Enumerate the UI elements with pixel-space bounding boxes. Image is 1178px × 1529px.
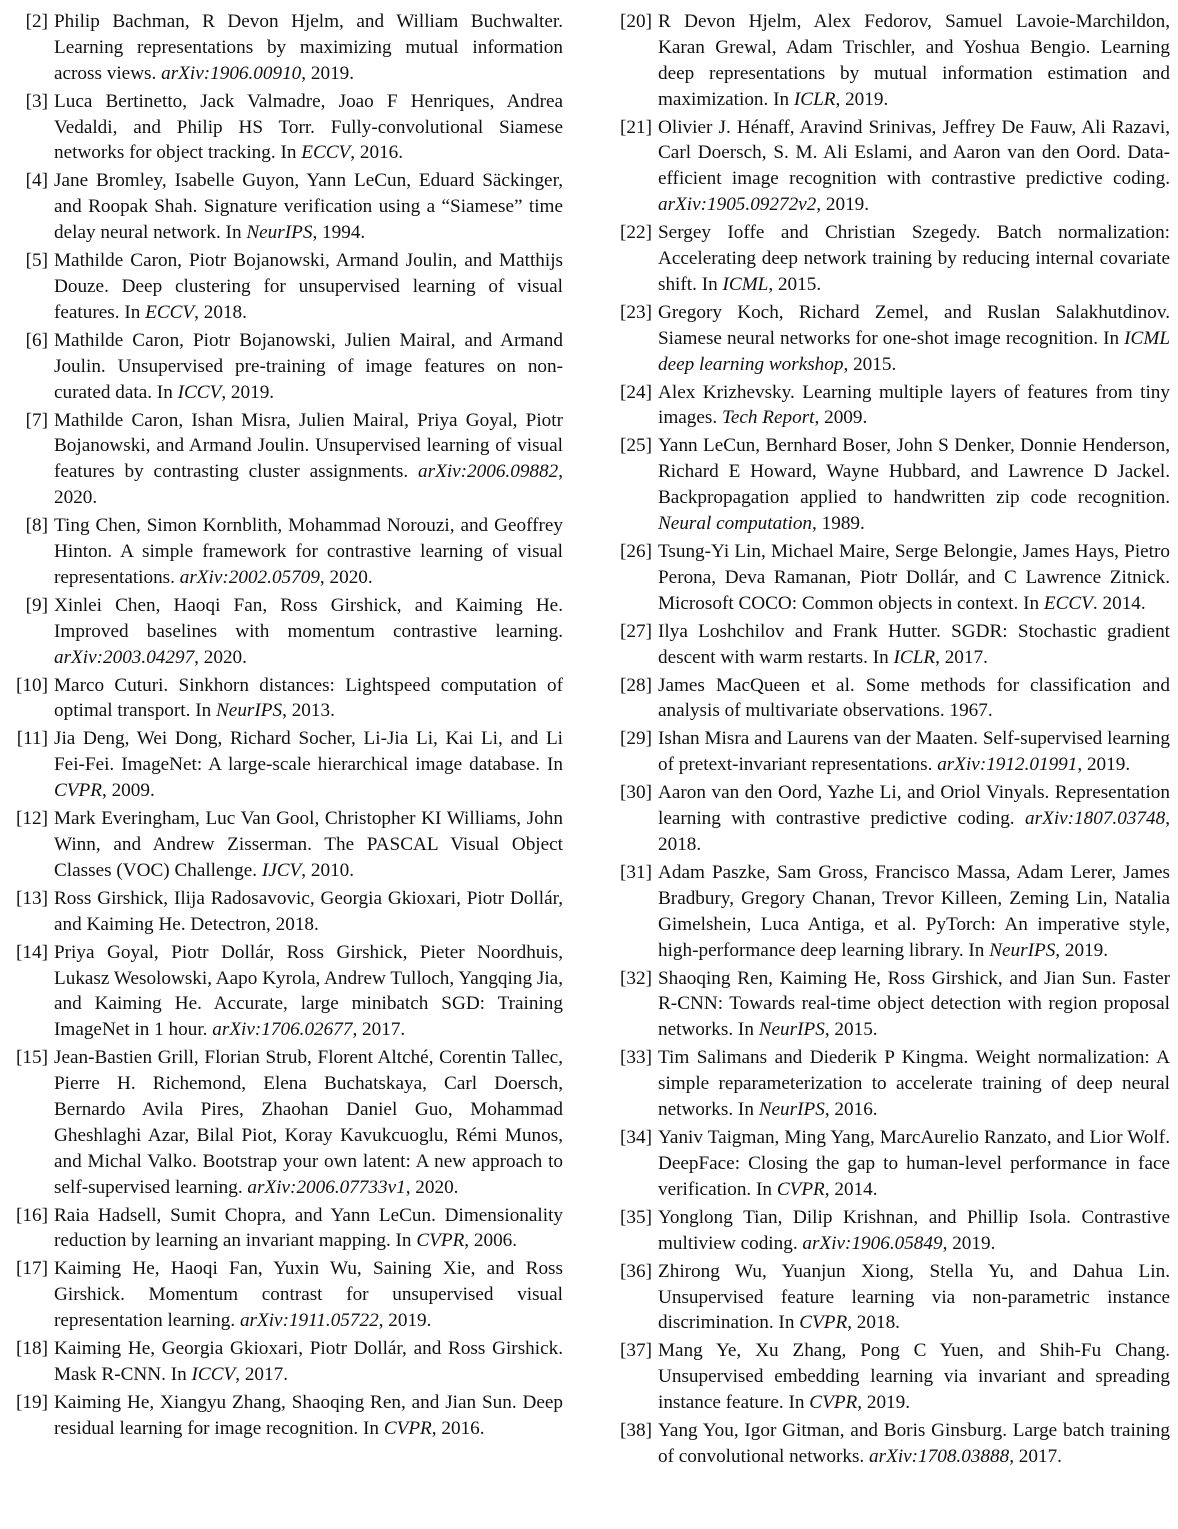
reference-segment: Ishan Misra and Laurens van der Maaten. Self-supervised learning of pretext-invariant representations.: [658, 728, 1170, 776]
reference-segment: Alex Krizhevsky. Learning multiple layers of features from tiny images.: [658, 381, 1170, 429]
reference-text: [658, 780, 1170, 858]
reference-segment: , 2020.: [319, 566, 373, 588]
reference-segment: , 2019.: [301, 62, 355, 84]
reference-number: [25]: [620, 435, 652, 457]
reference-text: [658, 220, 1170, 298]
reference-text: [658, 673, 1170, 725]
reference-number: [14]: [16, 941, 48, 963]
reference-entry: [612, 115, 1170, 218]
reference-entry: [8, 513, 563, 591]
reference-venue: arXiv:2006.09882: [418, 461, 559, 483]
reference-venue: arXiv:2002.05709: [179, 566, 320, 588]
reference-number: [9]: [25, 594, 48, 616]
reference-segment: Luca Bertinetto, Jack Valmadre, Joao F Henriques, Andrea Vedaldi, and Philip HS Torr. Fully-convolutional Siamese networks for object tracking. In: [54, 90, 563, 164]
reference-text: [54, 1256, 563, 1334]
reference-text: [54, 328, 563, 406]
reference-venue: NeurIPS: [989, 939, 1056, 961]
reference-segment: Ting Chen, Simon Kornblith, Mohammad Norouzi, and Geoffrey Hinton. A simple framework for contrastive learning of visual representations.: [54, 515, 563, 588]
reference-segment: , 2020.: [54, 461, 563, 509]
reference-segment: , 2018.: [847, 1312, 900, 1334]
reference-text: [658, 1338, 1170, 1416]
reference-segment: , 2009.: [101, 780, 155, 802]
reference-text: [658, 9, 1170, 112]
reference-segment: Ilya Loshchilov and Frank Hutter. SGDR: Stochastic gradient descent with warm restarts. In: [658, 620, 1170, 668]
reference-entry: [8, 726, 563, 804]
reference-number: [8]: [25, 515, 48, 537]
reference-segment: Kaiming He, Haoqi Fan, Yuxin Wu, Saining Xie, and Ross Girshick. Momentum contrast for unsupervised visual representation learning.: [54, 1258, 563, 1332]
reference-venue: NeurIPS: [758, 1099, 825, 1121]
reference-venue: arXiv:1911.05722: [239, 1310, 379, 1332]
reference-text: [658, 1125, 1170, 1203]
reference-number: [20]: [620, 11, 652, 32]
reference-number: [28]: [620, 674, 652, 696]
reference-text: [658, 115, 1170, 218]
reference-venue: ECCV: [301, 142, 351, 164]
reference-segment: Mathilde Caron, Piotr Bojanowski, Julien Mairal, and Armand Joulin. Unsupervised pre-training of image features on non-curated data. In: [54, 329, 563, 403]
reference-entry: [8, 1203, 563, 1255]
reference-entry: [8, 1045, 563, 1200]
reference-venue: arXiv:2003.04297: [54, 646, 195, 668]
reference-segment: , 1989.: [812, 512, 865, 534]
reference-segment: Mark Everingham, Luc Van Gool, Christopher KI Williams, John Winn, and Andrew Zisserman. The PASCAL Visual Object Classes (VOC) Challenge.: [54, 808, 563, 881]
reference-venue: arXiv:1807.03748: [1025, 808, 1166, 830]
reference-segment: Kaiming He, Xiangyu Zhang, Shaoqing Ren, and Jian Sun. Deep residual learning for image recognition. In: [54, 1392, 563, 1439]
reference-segment: Tim Salimans and Diederik P Kingma. Weight normalization: A simple reparameterization to accelerate training of deep neural networks. In: [658, 1047, 1170, 1121]
reference-segment: , 2019.: [942, 1232, 996, 1254]
reference-number: [3]: [25, 90, 48, 112]
reference-venue: CVPR: [54, 780, 102, 802]
reference-segment: , 2017.: [235, 1364, 288, 1386]
reference-segment: , 2015.: [824, 1019, 878, 1041]
reference-venue: NeurIPS: [246, 222, 313, 244]
reference-text: [54, 1390, 563, 1442]
reference-venue: ICLR: [793, 88, 836, 110]
reference-venue: arXiv:1906.00910: [161, 62, 302, 84]
reference-text: [658, 1418, 1170, 1470]
reference-entry: [8, 248, 563, 326]
reference-venue: arXiv:1708.03888: [869, 1445, 1010, 1467]
reference-segment: Yann LeCun, Bernhard Boser, John S Denker, Donnie Henderson, Richard E Howard, Wayne Hubbard, and Lawrence D Jackel. Backpropagation applied to handwritten zip code recognition.: [658, 435, 1170, 509]
reference-segment: Mang Ye, Xu Zhang, Pong C Yuen, and Shih-Fu Chang. Unsupervised embedding learning via invariant and spreading instance feature. In: [658, 1340, 1170, 1414]
reference-text: [658, 433, 1170, 536]
reference-venue: CVPR: [383, 1417, 432, 1439]
reference-segment: , 2019.: [1055, 939, 1109, 961]
reference-entry: [612, 1338, 1170, 1416]
reference-number: [33]: [620, 1047, 652, 1069]
reference-entry: [612, 380, 1170, 432]
reference-segment: Mathilde Caron, Ishan Misra, Julien Mairal, Priya Goyal, Piotr Bojanowski, and Armand Joulin. Unsupervised learning of visual features by contrasting cluster assignments.: [54, 409, 563, 483]
reference-venue: ICML deep learning workshop: [658, 327, 1170, 375]
reference-venue: arXiv:1706.02677: [212, 1019, 353, 1041]
reference-entry: [612, 220, 1170, 298]
reference-segment: , 2020.: [405, 1176, 459, 1198]
reference-venue: CVPR: [799, 1312, 848, 1334]
reference-entry: [8, 1390, 563, 1442]
reference-entry: [612, 860, 1170, 963]
reference-entry: [612, 1259, 1170, 1337]
reference-segment: , 2013.: [282, 700, 335, 722]
reference-segment: , 2009.: [814, 407, 868, 429]
reference-number: [13]: [16, 887, 48, 909]
reference-number: [15]: [16, 1047, 48, 1069]
reference-text: [658, 300, 1170, 378]
reference-venue: Neural computation: [658, 512, 813, 534]
reference-venue: ICML: [722, 273, 769, 295]
reference-text: [658, 726, 1170, 778]
reference-segment: Jia Deng, Wei Dong, Richard Socher, Li-Jia Li, Kai Li, and Li Fei-Fei. ImageNet: A large-scale hierarchical image database. In: [54, 728, 563, 776]
reference-segment: Yonglong Tian, Dilip Krishnan, and Phillip Isola. Contrastive multiview coding.: [658, 1206, 1170, 1254]
reference-venue: arXiv:1905.09272v2: [658, 194, 817, 216]
reference-number: [30]: [620, 782, 652, 804]
reference-number: [5]: [25, 250, 48, 272]
reference-entry: [612, 619, 1170, 671]
reference-segment: Gregory Koch, Richard Zemel, and Ruslan Salakhutdinov. Siamese neural networks for one-shot image recognition. In: [658, 301, 1170, 349]
reference-text: [658, 1045, 1170, 1123]
reference-number: [4]: [25, 170, 48, 192]
reference-entry: [8, 886, 563, 938]
reference-entry: [612, 780, 1170, 858]
reference-text: [54, 168, 563, 246]
reference-segment: , 2019.: [816, 194, 870, 216]
reference-text: [54, 726, 563, 804]
reference-segment: Mathilde Caron, Piotr Bojanowski, Armand Joulin, and Matthijs Douze. Deep clustering for unsupervised learning of visual features. In: [54, 250, 563, 323]
reference-text: [658, 380, 1170, 432]
reference-entry: [8, 673, 563, 725]
reference-segment: Aaron van den Oord, Yazhe Li, and Oriol Vinyals. Representation learning with contrastive predictive coding.: [658, 782, 1170, 830]
reference-segment: Zhirong Wu, Yuanjun Xiong, Stella Yu, and Dahua Lin. Unsupervised feature learning via non-parametric instance discrimination. In: [658, 1260, 1170, 1334]
reference-entry: [8, 328, 563, 406]
reference-segment: , 2017.: [935, 646, 988, 668]
reference-segment: , 2019.: [1077, 754, 1131, 776]
reference-segment: , 2019.: [221, 381, 275, 403]
reference-entry: [612, 1045, 1170, 1123]
reference-venue: ICCV: [191, 1364, 236, 1386]
reference-segment: , 2019.: [857, 1392, 911, 1414]
reference-segment: Ross Girshick, Ilija Radosavovic, Georgia Gkioxari, Piotr Dollár, and Kaiming He. Detectron, 2018.: [54, 887, 563, 935]
reference-entry: [612, 539, 1170, 617]
reference-venue: CVPR: [809, 1392, 858, 1414]
reference-venue: ICLR: [893, 646, 936, 668]
reference-number: [6]: [25, 329, 48, 351]
reference-segment: Priya Goyal, Piotr Dollár, Ross Girshick, Pieter Noordhuis, Lukasz Wesolowski, Aapo Kyrola, Andrew Tulloch, Yangqing Jia, and Kaiming He. Accurate, large minibatch SGD: Training ImageNet in 1 hour.: [54, 941, 563, 1041]
reference-number: [17]: [16, 1258, 48, 1280]
reference-venue: Tech Report: [721, 407, 815, 429]
reference-number: [37]: [620, 1340, 652, 1362]
reference-number: [10]: [16, 674, 48, 696]
reference-text: [54, 593, 563, 671]
reference-number: [11]: [16, 728, 48, 750]
reference-number: [35]: [620, 1206, 652, 1228]
reference-segment: Tsung-Yi Lin, Michael Maire, Serge Belongie, James Hays, Pietro Perona, Deva Ramanan, Piotr Dollár, and C Lawrence Zitnick. Microsoft COCO: Common objects in context. In: [658, 541, 1170, 614]
reference-entry: [612, 1205, 1170, 1257]
reference-segment: , 2017.: [1009, 1445, 1062, 1467]
reference-text: [54, 940, 563, 1043]
reference-text: [54, 408, 563, 511]
reference-segment: Jean-Bastien Grill, Florian Strub, Florent Altché, Corentin Tallec, Pierre H. Richemond, Elena Buchatskaya, Carl Doersch, Bernardo Avila Pires, Zhaohan Daniel Guo, Mohammad Gheshlaghi Azar, Bilal Piot, Koray Kavukcuoglu, Rémi Munos, and Michal Valko. Bootstrap your own latent: A new approach to self-supervised learning.: [54, 1047, 563, 1198]
reference-entry: [612, 1125, 1170, 1203]
reference-entry: [612, 673, 1170, 725]
reference-number: [23]: [620, 301, 652, 323]
reference-text: [54, 89, 563, 167]
reference-entry: [612, 726, 1170, 778]
reference-venue: arXiv:1906.05849: [802, 1232, 943, 1254]
reference-segment: Philip Bachman, R Devon Hjelm, and William Buchwalter. Learning representations by maximizing mutual information across views.: [54, 11, 563, 84]
reference-text: [54, 1336, 563, 1388]
reference-venue: IJCV: [261, 859, 302, 881]
reference-entry: [8, 1336, 563, 1388]
reference-text: [658, 1205, 1170, 1257]
reference-number: [31]: [620, 862, 652, 884]
reference-segment: . 2014.: [1092, 592, 1146, 614]
reference-text: [658, 860, 1170, 963]
reference-text: [658, 539, 1170, 617]
reference-entry: [8, 593, 563, 671]
reference-number: [36]: [620, 1260, 652, 1282]
reference-text: [54, 1045, 563, 1200]
reference-text: [54, 513, 563, 591]
reference-segment: Jane Bromley, Isabelle Guyon, Yann LeCun, Eduard Säckinger, and Roopak Shah. Signature verification using a “Siamese” time delay neural network. In: [54, 170, 563, 244]
reference-segment: Adam Paszke, Sam Gross, Francisco Massa, Adam Lerer, James Bradbury, Gregory Chanan, Trevor Killeen, Zeming Lin, Natalia Gimelshein, Luca Antiga, et al. PyTorch: An imperative style, high-performance deep learning library. In: [658, 862, 1170, 961]
reference-column-left: [8, 9, 563, 1444]
reference-segment: , 2019.: [378, 1310, 432, 1332]
reference-segment: , 2016.: [824, 1099, 878, 1121]
reference-number: [12]: [16, 808, 48, 830]
reference-column-right: [612, 9, 1170, 1472]
reference-number: [19]: [16, 1392, 48, 1414]
reference-venue: NeurIPS: [216, 700, 283, 722]
reference-segment: Raia Hadsell, Sumit Chopra, and Yann LeCun. Dimensionality reduction by learning an invariant mapping. In: [54, 1204, 563, 1252]
reference-entry: [8, 408, 563, 511]
reference-segment: , 1994.: [312, 222, 366, 244]
reference-venue: arXiv:1912.01991: [937, 754, 1078, 776]
reference-entry: [8, 1256, 563, 1334]
reference-segment: , 2016.: [350, 142, 404, 164]
reference-entry: [612, 9, 1170, 112]
reference-entry: [8, 168, 563, 246]
reference-text: [54, 9, 563, 87]
reference-entry: [8, 89, 563, 167]
reference-number: [24]: [620, 381, 652, 403]
reference-entry: [612, 300, 1170, 378]
reference-entry: [8, 9, 563, 87]
reference-entry: [8, 940, 563, 1043]
reference-number: [21]: [620, 116, 652, 138]
reference-segment: , 2018.: [194, 301, 247, 323]
reference-venue: CVPR: [416, 1230, 465, 1252]
reference-segment: , 2010.: [301, 859, 355, 881]
reference-venue: NeurIPS: [758, 1019, 825, 1041]
reference-segment: Sergey Ioffe and Christian Szegedy. Batch normalization: Accelerating deep network training by reducing internal covariate shift. In: [658, 222, 1170, 295]
reference-text: [658, 966, 1170, 1044]
reference-segment: , 2017.: [352, 1019, 406, 1041]
reference-venue: CVPR: [776, 1178, 825, 1200]
reference-segment: , 2015.: [768, 273, 822, 295]
reference-text: [658, 619, 1170, 671]
reference-segment: , 2016.: [431, 1417, 485, 1439]
reference-segment: , 2018.: [658, 808, 1170, 856]
reference-segment: Shaoqing Ren, Kaiming He, Ross Girshick, and Jian Sun. Faster R-CNN: Towards real-time object detection with region proposal networks. In: [658, 967, 1170, 1041]
reference-segment: , 2019.: [835, 88, 889, 110]
reference-number: [7]: [25, 409, 48, 431]
reference-venue: ECCV: [1043, 592, 1093, 614]
reference-venue: arXiv:2006.07733v1: [247, 1176, 406, 1198]
reference-number: [22]: [620, 222, 652, 244]
reference-venue: ECCV: [145, 301, 195, 323]
reference-segment: , 2015.: [843, 353, 897, 375]
reference-text: [54, 1203, 563, 1255]
reference-entry: [612, 433, 1170, 536]
reference-text: [54, 886, 563, 938]
reference-text: [54, 673, 563, 725]
reference-segment: R Devon Hjelm, Alex Fedorov, Samuel Lavoie-Marchildon, Karan Grewal, Adam Trischler, and Yoshua Bengio. Learning deep representations by mutual information estimation and maximization. In: [658, 11, 1170, 110]
reference-number: [38]: [620, 1420, 652, 1442]
reference-segment: , 2020.: [194, 646, 247, 668]
reference-text: [658, 1259, 1170, 1337]
reference-number: [27]: [620, 620, 652, 642]
reference-number: [16]: [16, 1204, 48, 1226]
reference-entry: [8, 806, 563, 884]
reference-number: [29]: [620, 728, 652, 750]
reference-segment: Marco Cuturi. Sinkhorn distances: Lightspeed computation of optimal transport. In: [54, 674, 563, 722]
reference-number: [18]: [16, 1338, 48, 1360]
reference-text: [54, 248, 563, 326]
reference-venue: ICCV: [177, 381, 222, 403]
reference-segment: , 2014.: [824, 1178, 878, 1200]
reference-segment: Yaniv Taigman, Ming Yang, MarcAurelio Ranzato, and Lior Wolf. DeepFace: Closing the gap to human-level performance in face verification. In: [658, 1127, 1170, 1200]
reference-number: [26]: [620, 541, 652, 562]
reference-segment: Xinlei Chen, Haoqi Fan, Ross Girshick, and Kaiming He. Improved baselines with momentum contrastive learning.: [54, 594, 563, 642]
reference-entry: [612, 1418, 1170, 1470]
reference-segment: Kaiming He, Georgia Gkioxari, Piotr Dollár, and Ross Girshick. Mask R-CNN. In: [54, 1338, 563, 1386]
reference-text: [54, 806, 563, 884]
reference-entry: [612, 966, 1170, 1044]
reference-segment: Yang You, Igor Gitman, and Boris Ginsburg. Large batch training of convolutional networks.: [658, 1420, 1170, 1467]
reference-number: [2]: [25, 11, 48, 32]
reference-number: [32]: [620, 967, 652, 989]
reference-segment: James MacQueen et al. Some methods for classification and analysis of multivariate observations. 1967.: [658, 674, 1170, 722]
reference-number: [34]: [620, 1127, 652, 1149]
reference-segment: , 2006.: [464, 1230, 518, 1252]
reference-segment: Olivier J. Hénaff, Aravind Srinivas, Jeffrey De Fauw, Ali Razavi, Carl Doersch, S. M. Ali Eslami, and Aaron van den Oord. Data-efficient image recognition with contrastive predictive coding.: [658, 116, 1170, 190]
